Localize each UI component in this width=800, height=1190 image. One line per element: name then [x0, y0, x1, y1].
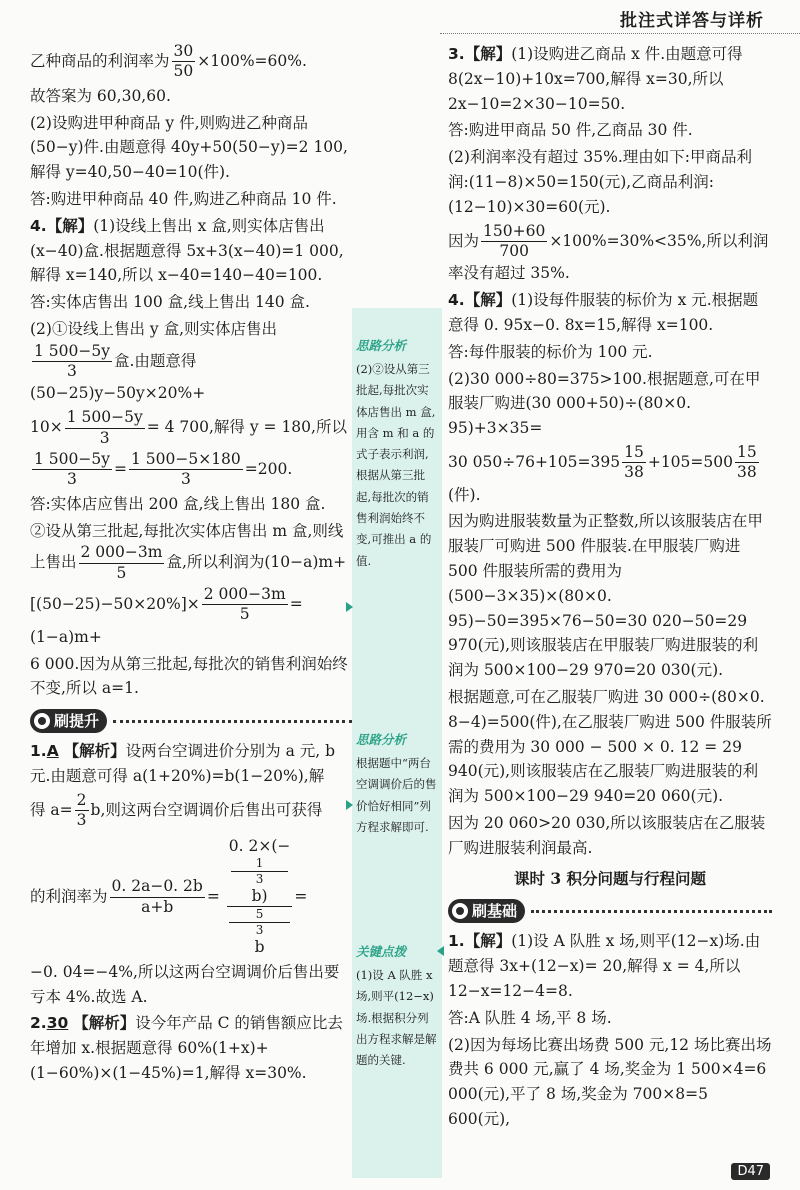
- numerator: 15: [622, 443, 646, 463]
- left-q1-line4: −0. 04=−4%,所以这两台空调调价后售出要亏本 4%.故选 A.: [30, 962, 340, 1006]
- right-q4-part3: 因为购进服装数量为正整数,所以该服装店在甲服装厂可购进 500 件服装.在甲服装厂购进 500 件服装所需的费用为(500−3×35)×(80×0. 95)−50=395×76−50=30 020−50=29 970(元),则该服装店在甲服装厂购进服装的利润为 500×100−29 970=20 030(元).: [448, 512, 763, 680]
- section-header-basic: [448, 899, 772, 923]
- text: 的利润率为: [30, 887, 108, 906]
- text: b,则这两台空调调价后售出可获得: [90, 800, 323, 819]
- section-label: 刷提升: [54, 712, 100, 731]
- arrow-right-icon: [346, 800, 353, 810]
- section-badge: [30, 709, 107, 733]
- numerator: 150+60: [481, 222, 547, 242]
- fraction: [129, 450, 243, 490]
- text: [(50−25)−50×20%]×: [30, 594, 200, 613]
- numerator: 5: [229, 907, 291, 923]
- lesson-title: 课时 3 积分问题与行程问题: [513, 868, 707, 888]
- question-number: 2.: [30, 1014, 47, 1033]
- text: =: [113, 459, 127, 478]
- left-q4-conclusion: 6 000.因为从第三批起,每批次的销售利润始终不变,所以 a=1.: [30, 654, 348, 698]
- analysis-tag: 【解析】: [63, 741, 126, 761]
- question-number: 4.: [30, 216, 47, 235]
- denominator: 5: [239, 605, 250, 624]
- denominator: 3: [99, 428, 110, 447]
- text: b): [251, 886, 268, 905]
- left-q4-eq3: [30, 585, 352, 650]
- text: =: [294, 887, 308, 906]
- text: ×100%=30%<35%,所以利润率没有超过 35%.: [448, 231, 769, 283]
- right-q4-part1: [448, 288, 772, 338]
- text: 因为: [448, 231, 480, 250]
- text: 30 050÷76+105=395: [448, 452, 621, 471]
- left-q4-answer1: 答:实体店售出 100 盒,线上售出 140 盒.: [30, 293, 310, 312]
- numerator: 30: [172, 42, 196, 62]
- note-title: 思路分析: [356, 732, 407, 747]
- text: 0. 2×(−: [228, 836, 291, 855]
- text: 设今年产品 C 的销售额应比去年增加 x.根据题意得 60%(1+x)+(1−60%)×(1−45%)=1,解得 x=30%.: [30, 1014, 343, 1082]
- text: 设两台空调进价分别为 a 元, b 元.由题意可得 a(1+20%)=b(1−20%),解: [30, 742, 336, 786]
- right-q3-answer: 答:购进甲商品 50 件,乙商品 30 件.: [448, 121, 693, 140]
- denominator: a+b: [141, 897, 174, 916]
- left-column: [30, 42, 352, 1088]
- numerator: [227, 837, 293, 908]
- numerator: 2: [75, 791, 89, 811]
- numerator: 1 500−5y: [32, 342, 112, 362]
- right-column: [448, 42, 772, 1134]
- text: 盒,所以利润为(10−a)m+: [166, 553, 347, 572]
- text: (1)设购进乙商品 x 件.由题意可得 8(2x−10)+10x=700,解得 x=30,所以 2x−10=2×30−10=50.: [448, 45, 743, 113]
- dotted-divider: [531, 910, 772, 913]
- section-badge: [448, 899, 525, 923]
- page-number: D47: [731, 1163, 770, 1180]
- numerator: 15: [735, 443, 759, 463]
- fraction: [32, 450, 112, 490]
- right-q4-part4: 根据题意,可在乙服装厂购进 30 000÷(80×0. 8−4)=500(件),在乙服装厂购进 500 件服装所需的费用为 30 000 − 500 × 0. 12 = 29 940(元),则该服装店在乙服装厂购进服装的利润为 500×100−29 940=20 060(元).: [448, 688, 772, 806]
- fraction: [65, 408, 145, 448]
- answer: A: [46, 742, 59, 761]
- pencil-icon: [452, 903, 468, 919]
- left-line-3: (2)设购进甲种商品 y 件,则购进乙种商品(50−y)件.由题意得 40y+50(50−y)=2 100,解得 y=40,50−40=10(件).: [30, 113, 348, 182]
- fraction: [79, 543, 165, 583]
- numerator: 0. 2a−0. 2b: [110, 877, 205, 897]
- section-label: 刷基础: [472, 902, 518, 921]
- left-q4-part1: [30, 214, 352, 288]
- denominator: 50: [173, 62, 194, 81]
- right-q3-part1: [448, 42, 772, 116]
- text: (1)设线上售出 x 盒,则实体店售出(x−40)盒.根据题意得 5x+3(x−40)=1 000,解得 x=140,所以 x−40=140−40=100.: [30, 216, 344, 285]
- text: 盒.由题意得(50−25)y−50y×20%+: [30, 351, 206, 403]
- right-q1-part2: (2)因为每场比赛出场费 500 元,12 场比赛出场费共 6 000 元,赢了 4 场,奖金为 1 500×4=6 000(元),平了 8 场,奖金为 700×8=5 600(元),: [448, 1035, 772, 1128]
- right-q4-eq: [448, 443, 772, 508]
- denominator: 3: [67, 362, 77, 381]
- denominator: 3: [67, 470, 77, 489]
- note-text: (1)设 A 队胜 x 场,则平(12−x)场.根据积分列出方程求解是解题的关键.: [356, 968, 437, 1068]
- question-number: 4.: [448, 291, 465, 310]
- text: (1)设 A 队胜 x 场,则平(12−x)场.由题意得 3x+(12−x)= 20,解得 x = 4,所以 12−x=12−4=8.: [448, 932, 761, 1000]
- right-q1-answer: 答:A 队胜 4 场,平 8 场.: [448, 1008, 612, 1027]
- answer: 30: [46, 1014, 69, 1033]
- fraction: [735, 443, 759, 483]
- text: (件).: [448, 485, 481, 504]
- note-text: 根据题中“两台空调调价后的售价恰好相同”列方程求解即可.: [356, 756, 437, 834]
- fraction: [172, 42, 196, 82]
- text: 10×: [30, 418, 63, 437]
- text: =: [206, 887, 220, 906]
- fraction: [202, 585, 288, 625]
- right-q4-part2: (2)30 000÷80=375>100.根据题意,可在甲服装厂购进(30 000+50)÷(80×0. 95)+3×35=: [448, 369, 761, 438]
- analysis-tag: 【解析】: [73, 1013, 136, 1033]
- text: ②设从第三批起,每批次实体店售出 m 盒,则线上售出: [30, 521, 344, 572]
- numerator: 1 500−5y: [65, 408, 145, 428]
- question-number: 3.: [448, 45, 465, 63]
- question-number: 1.: [30, 742, 47, 761]
- question-number: 1.: [448, 932, 465, 951]
- note-title: 关键点拨: [356, 944, 407, 959]
- fraction: [481, 222, 547, 262]
- page-header-title: 批注式详答与详析: [620, 11, 764, 31]
- solution-tag: 【解】: [464, 290, 512, 310]
- left-line-1: [30, 42, 352, 82]
- left-q2: [30, 1011, 352, 1085]
- arrow-right-icon: [346, 602, 353, 612]
- numerator: 2 000−3m: [202, 585, 288, 605]
- text: 得 a=: [30, 800, 73, 819]
- text: (1)设每件服装的标价为 x 元.根据题意得 0. 95x−0. 8x=15,解得 x=100.: [448, 291, 759, 334]
- note-key-point: [356, 940, 438, 1071]
- text: +105=500: [647, 452, 733, 471]
- left-q4-answer2: 答:实体店应售出 200 盒,线上售出 180 盒.: [30, 494, 326, 513]
- text: = 4 700,解得 y = 180,所以: [146, 418, 347, 437]
- denominator: 3: [255, 871, 264, 886]
- text: =(1−a)m+: [30, 594, 303, 646]
- arrow-left-icon: [437, 946, 444, 956]
- solution-tag: 【解】: [46, 215, 94, 235]
- left-q4-eq2: [30, 450, 352, 490]
- section-header-advanced: [30, 709, 352, 733]
- left-q1-line2: [30, 791, 352, 831]
- text: b: [254, 938, 265, 957]
- denominator: 3: [76, 811, 87, 830]
- note-title: 思路分析: [356, 338, 407, 353]
- left-q4-part2: [30, 317, 352, 406]
- left-line-4: 答:购进甲种商品 40 件,购进乙种商品 10 件.: [30, 189, 337, 208]
- right-q1-part1: [448, 929, 772, 1003]
- note-idea-analysis-2: [356, 728, 438, 838]
- denominator: 3: [180, 470, 191, 489]
- note-idea-analysis-1: [356, 334, 438, 572]
- right-q3-ratio: [448, 222, 772, 287]
- left-q1-line3: [30, 837, 352, 958]
- right-q4-conclusion: 因为 20 060>20 030,所以该服装店在乙服装厂购进服装利润最高.: [448, 814, 766, 857]
- solution-tag: 【解】: [464, 44, 512, 63]
- fraction: [229, 907, 291, 938]
- fraction: [110, 877, 205, 917]
- complex-fraction: [227, 837, 293, 958]
- right-q3-part2: (2)利润率没有超过 35%.理由如下:甲商品利润:(11−8)×50=150(元),乙商品利润:(12−10)×30=60(元).: [448, 148, 752, 216]
- denominator: 700: [499, 241, 529, 260]
- left-q4-eq1: [30, 408, 352, 448]
- left-q1: [30, 739, 352, 789]
- left-line-2: 故答案为 60,30,60.: [30, 86, 171, 105]
- numerator: 2 000−3m: [79, 543, 165, 563]
- denominator: 38: [736, 463, 757, 482]
- text: ×100%=60%.: [197, 51, 307, 70]
- text: 乙种商品的利润率为: [30, 51, 170, 70]
- right-q4-answer: 答:每件服装的标价为 100 元.: [448, 342, 653, 361]
- numerator: 1 500−5×180: [129, 450, 243, 470]
- header-divider: [440, 33, 800, 34]
- text: =200.: [244, 459, 293, 478]
- text: (2)①设线上售出 y 盒,则实体店售出: [30, 319, 277, 338]
- denominator: 38: [624, 463, 644, 482]
- numerator: 1: [231, 856, 289, 872]
- denominator: [227, 907, 293, 957]
- numerator: 1 500−5y: [32, 450, 112, 470]
- note-text: (2)②设从第三批起,每批次实体店售出 m 盒,用含 m 和 a 的式子表示利润,根据从第三批起,每批次的销售利润始终不变,可推出 a 的值.: [356, 362, 436, 568]
- fraction: [75, 791, 89, 831]
- fraction: [622, 443, 646, 483]
- solution-tag: 【解】: [464, 931, 512, 951]
- denominator: 5: [116, 563, 127, 582]
- left-q4-part3: [30, 519, 352, 584]
- fraction: [231, 856, 289, 887]
- fraction: [32, 342, 112, 382]
- denominator: 3: [255, 923, 264, 938]
- dotted-divider: [113, 720, 352, 723]
- pencil-icon: [34, 713, 50, 729]
